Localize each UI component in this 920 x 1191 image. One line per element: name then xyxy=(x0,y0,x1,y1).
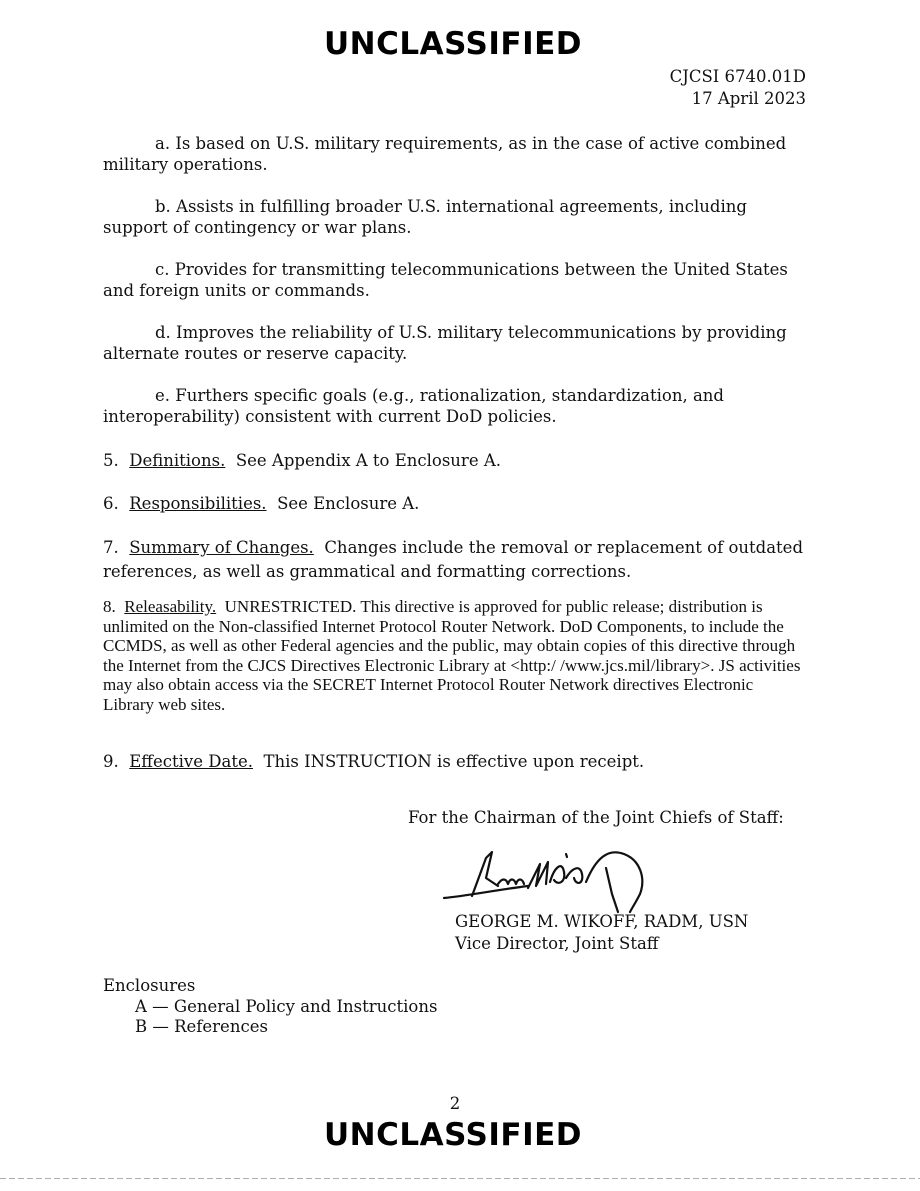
section-8-text: UNRESTRICTED. This directive is approved for public release; distribution is unlimited on the Non-classified Internet Protocol Router Network. DoD Components, to include the CCMDS, as well as other Federal agencies and the public, may obtain copies of this directive through the Internet from the CJCS Directives Electronic Library at <http:/ /www.jcs.mil/library>. JS activities may also obtain access via the SECRET Internet Protocol Router Network directives Electronic Library web sites. xyxy=(103,597,801,714)
section-7-text: Changes include the removal or replacement of outdated references, as well as grammatical and formatting corrections. xyxy=(103,538,804,581)
item-c-text: c. Provides for transmitting telecommunications between the United States and foreign units or commands. xyxy=(103,260,788,300)
page-number: 2 xyxy=(449,1094,461,1113)
item-b xyxy=(103,197,803,238)
handwritten-signature xyxy=(436,838,668,922)
section-releasability xyxy=(103,597,807,714)
section-7-title: Summary of Changes. xyxy=(129,538,314,557)
section-effective-date xyxy=(103,752,803,773)
classification-banner-bottom: UNCLASSIFIED xyxy=(323,1117,583,1153)
section-5-title: Definitions. xyxy=(129,451,226,470)
section-8-number: 8. xyxy=(103,597,116,616)
section-9-title: Effective Date. xyxy=(129,752,253,771)
section-definitions xyxy=(103,451,803,472)
section-responsibilities xyxy=(103,494,803,515)
enclosure-item: A — General Policy and Instructions xyxy=(135,996,438,1016)
document-number: CJCSI 6740.01D xyxy=(669,67,806,86)
section-6-text: See Enclosure A. xyxy=(277,494,420,513)
signatory-title: Vice Director, Joint Staff xyxy=(455,934,659,953)
document-date: 17 April 2023 xyxy=(691,89,806,108)
enclosure-item: B — References xyxy=(135,1017,268,1036)
section-5-text: See Appendix A to Enclosure A. xyxy=(235,451,501,470)
section-8-title: Releasability. xyxy=(124,597,217,616)
section-9-text: This INSTRUCTION is effective upon receipt. xyxy=(263,752,645,771)
signatory-name: GEORGE M. WIKOFF, RADM, USN xyxy=(455,912,749,931)
item-b-text: b. Assists in fulfilling broader U.S. international agreements, including support of contingency or war plans. xyxy=(103,197,747,237)
section-5-number: 5. xyxy=(103,451,119,470)
item-a xyxy=(103,134,803,175)
enclosures-heading: Enclosures xyxy=(103,976,196,995)
section-6-title: Responsibilities. xyxy=(129,494,267,513)
classification-banner-top: UNCLASSIFIED xyxy=(323,26,583,62)
section-9-number: 9. xyxy=(103,752,119,771)
section-7-number: 7. xyxy=(103,538,119,557)
document-identifier xyxy=(670,66,806,110)
scan-edge-line xyxy=(0,1178,920,1179)
section-summary-of-changes xyxy=(103,536,803,584)
section-6-number: 6. xyxy=(103,494,119,513)
item-e-text: e. Furthers specific goals (e.g., rationalization, standardization, and interoperability) consistent with current DoD policies. xyxy=(103,386,724,426)
item-e xyxy=(103,386,803,427)
item-d xyxy=(103,323,803,364)
item-c xyxy=(103,260,803,301)
enclosures-list xyxy=(103,976,437,1038)
signature-for-line: For the Chairman of the Joint Chiefs of Staff: xyxy=(408,808,784,827)
item-d-text: d. Improves the reliability of U.S. military telecommunications by providing alternate routes or reserve capacity. xyxy=(103,323,787,363)
item-a-text: a. Is based on U.S. military requirements, as in the case of active combined military operations. xyxy=(103,134,787,174)
